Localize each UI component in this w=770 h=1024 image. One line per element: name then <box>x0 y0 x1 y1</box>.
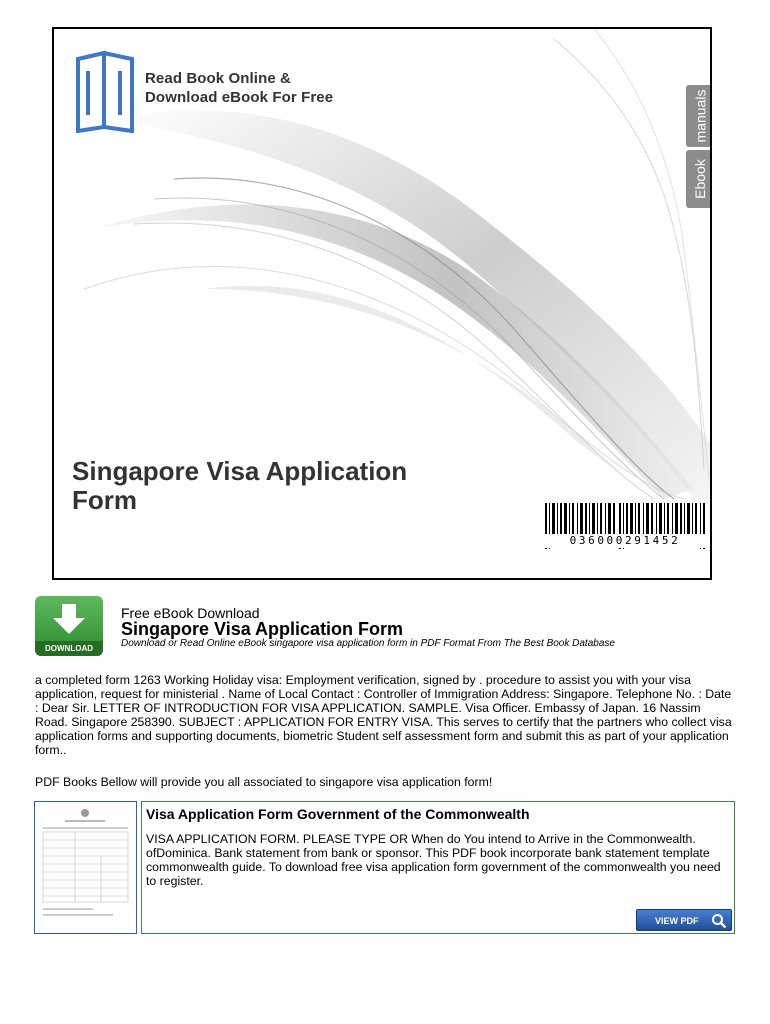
download-arrow-icon <box>35 596 103 641</box>
page-title: Singapore Visa Application Form <box>121 619 404 639</box>
view-pdf-button[interactable] <box>636 909 732 931</box>
cover-title-line-2: Form <box>72 485 137 515</box>
page-subtitle: Download or Read Online eBook singapore visa application form in PDF Format From The Best Book Database <box>121 638 615 649</box>
book-cover <box>52 27 712 580</box>
form-preview-image <box>35 802 136 933</box>
cover-title <box>72 457 472 515</box>
download-icon[interactable] <box>35 596 103 656</box>
related-intro: PDF Books Bellow will provide you all associated to singapore visa application form! <box>35 775 493 789</box>
result-description: VISA APPLICATION FORM. PLEASE TYPE OR When do You intend to Arrive in the Commonwealth. ofDominica. Bank statement from bank or sponsor. This PDF book incorporate bank statement template commonwealth guide. To download free visa application form government of the commonwealth you need to register. <box>146 832 721 888</box>
body-paragraph: a completed form 1263 Working Holiday visa: Employment verification, signed by . procedure to assist you with your visa application, request for ministerial . Name of Local Contact : Controller of Immigration Address: Singapore. Telephone No. : Date : Dear Sir. LETTER OF INTRODUCTION FOR VISA APPLICATION. SAMPLE. Visa Officer. Embassy of Japan. 16 Nassim Road. Singapore 258390. SUBJECT : APPLICATION FOR ENTRY VISA. This serves to certify that the partners who collect visa application forms and supporting documents, biometric Student self assessment form and submit this as part of your application form.. <box>35 673 732 757</box>
result-thumbnail[interactable] <box>34 801 137 934</box>
view-pdf-label: VIEW PDF <box>655 916 699 926</box>
logo-text <box>145 69 333 107</box>
logo-line-2: Download eBook For Free <box>145 89 334 106</box>
book-logo-icon <box>74 51 138 133</box>
manuals-tab-label: manuals <box>692 89 709 143</box>
ebook-tab-label: Ebook <box>692 159 709 199</box>
barcode-digits: 036000291452 <box>545 534 705 548</box>
magnifier-icon <box>711 913 727 929</box>
download-icon-label: DOWNLOAD <box>35 641 103 656</box>
manuals-tab <box>686 85 712 147</box>
ebook-tab <box>686 150 712 208</box>
result-title[interactable]: Visa Application Form Government of the Commonwealth <box>146 806 530 822</box>
free-ebook-label: Free eBook Download <box>121 605 260 621</box>
logo-line-1: Read Book Online & <box>145 70 291 87</box>
cover-title-line-1: Singapore Visa Application <box>72 456 408 486</box>
result-card <box>141 801 735 934</box>
